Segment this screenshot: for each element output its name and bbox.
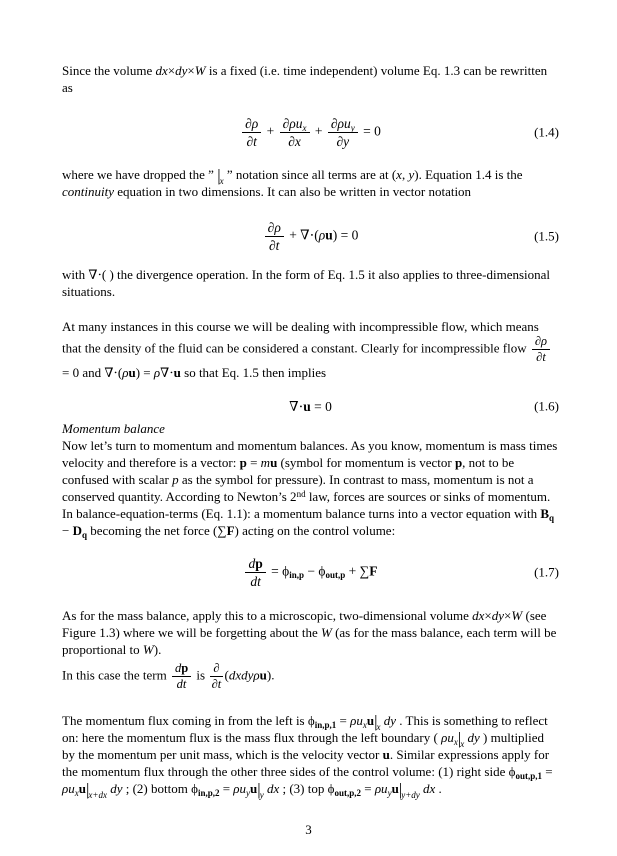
fraction: $\frac{\partial\rho u_y}{\partial y}$ — [328, 116, 358, 149]
equation-number: (1.7) — [534, 564, 559, 580]
fraction: $\frac{dp}{dt}$ — [245, 556, 265, 589]
equation-body: $\frac{\partial\rho}{\partial t}$ + $\frac{\partial\rho u_x}{\partial x}$ + $\frac{\partial\rho u_y}{\partial y}$ = 0 — [240, 116, 381, 149]
equation-number: (1.4) — [534, 124, 559, 140]
evaluated-at-bar: $|_{y+dy}$ — [398, 780, 420, 800]
evaluated-at-bar: $|_x$ — [374, 712, 381, 732]
fraction: $\frac{\partial\rho}{\partial t}$ — [532, 335, 550, 364]
section-heading: Momentum balance — [62, 421, 165, 436]
paragraph: In this case the term $\frac{dp}{dt}$ is $\frac{\partial}{\partial t}$ (dxdyρu). — [62, 661, 275, 691]
paragraph: where we have dropped the ” $|_x$ ” notation since all terms are at (x, y). Equation 1.4 is the continuity equation in two dimensions. It can also be written in vector notation — [62, 166, 523, 199]
equation — [62, 216, 559, 256]
fraction: $\frac{dp}{dt}$ — [172, 662, 191, 691]
equation-body: ∇⋅u = 0 — [289, 398, 332, 414]
equation — [62, 552, 559, 592]
paragraph: with ∇⋅( ) the divergence operation. In the form of Eq. 1.5 it also applies to three-dimensional situations. — [62, 267, 551, 299]
paragraph: At many instances in this course we will be dealing with incompressible flow, which means that the density of the fluid can be considered a constant. Clearly for incompressible flow $\frac{\partial\rho}{\partial t}$ = 0 and ∇⋅(ρu) = ρ∇⋅u so that Eq. 1.5 then implies — [62, 318, 559, 381]
equation-number: (1.6) — [534, 398, 559, 414]
equation-number: (1.5) — [534, 228, 559, 244]
equation-body: $\frac{\partial\rho}{\partial t}$ + ∇⋅(ρu) = 0 — [263, 220, 359, 253]
paragraph: As for the mass balance, apply this to a microscopic, two-dimensional volume dx×dy×W (see Figure 1.3) where we will be forgetting about the W (as for the mass balance, each term will be proportional to W). — [62, 608, 557, 657]
fraction: $\frac{\partial\rho u_x}{\partial x}$ — [280, 116, 310, 149]
paragraph: The momentum flux coming in from the left is $\phi_{in,p,1} = \rho u_xu|_x$ dy . This is something to reflect on: here the momentum flux is the mass flux through the left boundary ( $\rho u_x|_x$ dy ) multiplied by the momentum per unit mass, which is the velocity vector u. Similar expressions apply for the momentum flux through the other three sides of the control volume: (1) right side $\phi_{out,p,1} = \rho u_xu|_{x+dx}$ dy ; (2) bottom $\phi_{in,p,2} = \rho u_yu|_y$ dx ; (3) top $\phi_{out,p,2} = \rho u_yu|_{y+dy}$ dx . — [62, 712, 553, 800]
fraction: $\frac{\partial\rho}{\partial t}$ — [265, 220, 284, 253]
evaluated-at-bar: $|_x$ — [457, 729, 465, 749]
equation — [62, 112, 559, 152]
fraction: $\frac{\partial}{\partial t}$ — [211, 661, 222, 691]
evaluated-at-bar: $|_x$ — [217, 166, 224, 186]
equation-body: $\frac{dp}{dt}$ = $\phi_{in,p} - \phi_{out,p} + \sum F$ — [243, 556, 377, 589]
page-number: 3 — [305, 822, 312, 837]
evaluated-at-bar: $|_y$ — [257, 780, 264, 800]
paragraph: Now let’s turn to momentum and momentum balances. As you know, momentum is mass times velocity and therefore is a vector: p = mu (symbol for momentum is vector p, not to be confused with scalar p as the symbol for pressure). In contrast to mass, momentum is not a conserved quantity. According to Newton’s 2nd law, forces are sources or sinks of momentum. In balance-equation-terms (Eq. 1.1): a momentum balance turns into a vector equation with $B_q - D_q$ becoming the net force (∑F) acting on the control volume: — [62, 438, 558, 540]
evaluated-at-bar: $|_{x+dx}$ — [85, 780, 107, 800]
fraction: $\frac{\partial\rho}{\partial t}$ — [242, 116, 261, 149]
paragraph: Since the volume dx×dy×W is a fixed (i.e. time independent) volume Eq. 1.3 can be rewritten as — [62, 63, 548, 95]
